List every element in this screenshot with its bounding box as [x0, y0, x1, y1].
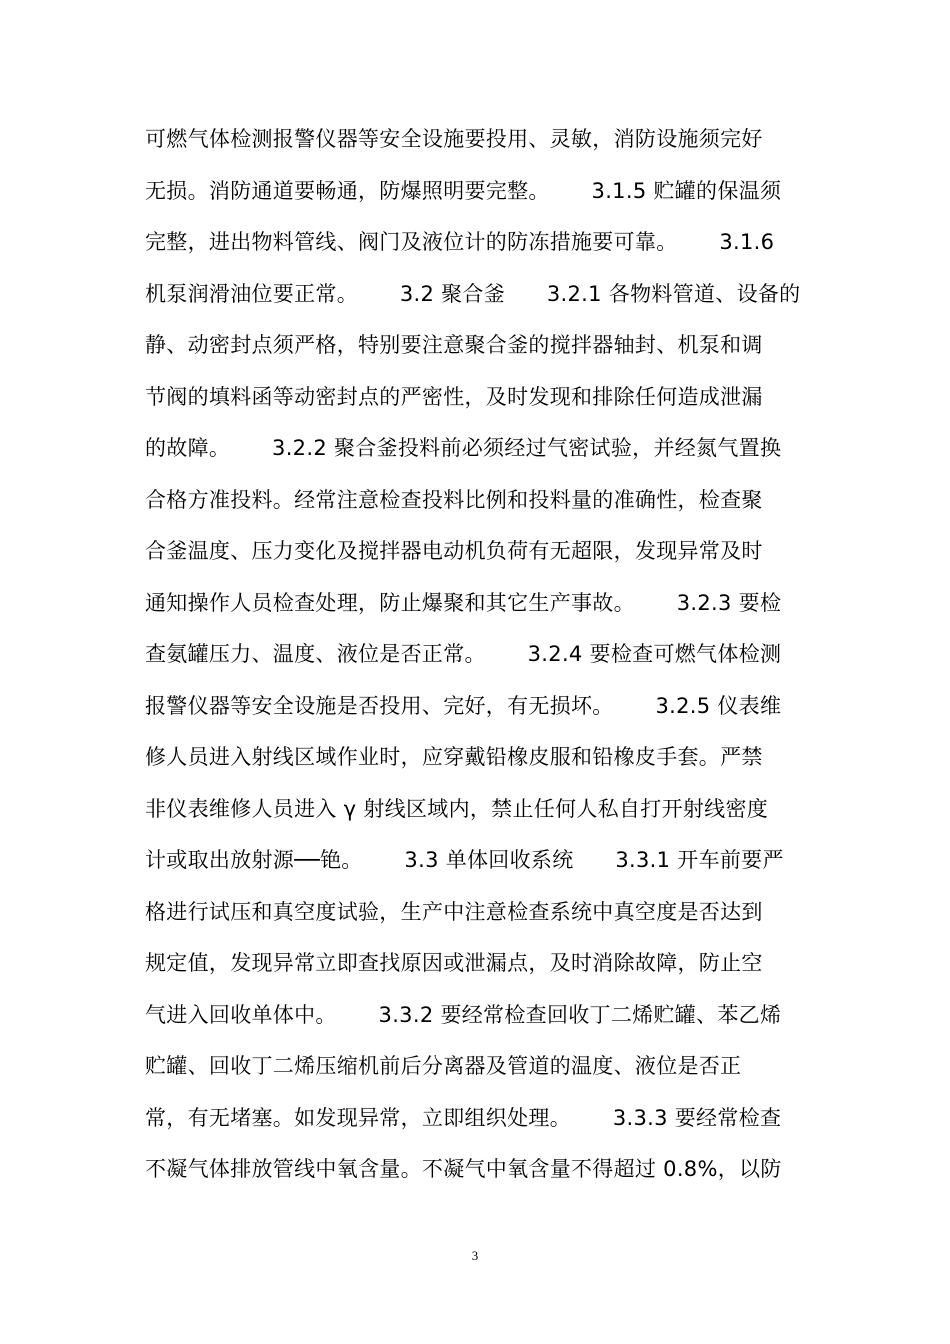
- text-line-11: 查氨罐压力、温度、液位是否正常。 3.2.4 要检查可燃气体检测: [145, 642, 782, 666]
- text-line-15: 计或取出放射源──铯。 3.3 单体回收系统 3.3.1 开车前要严: [145, 848, 784, 872]
- text-line-8: 合格方准投料。经常注意检查投料比例和投料量的准确性，检查聚: [145, 487, 763, 512]
- text-line-2: 无损。消防通道要畅通，防爆照明要完整。 3.1.5 贮罐的保温须: [145, 178, 782, 203]
- text-line-13: 修人员进入射线区域作业时，应穿戴铅橡皮服和铅橡皮手套。严禁: [145, 745, 763, 769]
- text-line-21: 不凝气体排放管线中氧含量。不凝气中氧含量不得超过 0.8%，以防: [145, 1157, 782, 1181]
- text-line-16: 格进行试压和真空度试验，生产中注意检查系统中真空度是否达到: [145, 899, 763, 924]
- text-line-19: 贮罐、回收丁二烯压缩机前后分离器及管道的温度、液位是否正: [145, 1054, 742, 1078]
- text-line-5: 静、动密封点须严格，特别要注意聚合釜的搅拌器轴封、机泵和调: [145, 333, 763, 357]
- text-line-6: 节阀的填料函等动密封点的严密性，及时发现和排除任何造成泄漏: [145, 384, 763, 409]
- text-line-9: 合釜温度、压力变化及搅拌器电动机负荷有无超限，发现异常及时: [145, 539, 763, 563]
- page-number: 3: [471, 1248, 479, 1263]
- text-line-7: 的故障。 3.2.2 聚合釜投料前必须经过气密试验，并经氮气置换: [145, 436, 782, 460]
- text-line-17: 规定值，发现异常立即查找原因或泄漏点，及时消除故障，防止空: [145, 951, 763, 975]
- text-line-4: 机泵润滑油位要正常。 3.2 聚合釜 3.2.1 各物料管道、设备的: [145, 281, 801, 306]
- text-line-14: 非仪表维修人员进入 γ 射线区域内，禁止任何人私自打开射线密度: [145, 796, 769, 821]
- body-text: [145, 114, 825, 1196]
- text-line-3: 完整，进出物料管线、阀门及液位计的防冻措施要可靠。 3.1.6: [145, 230, 775, 254]
- text-line-10: 通知操作人员检查处理，防止爆聚和其它生产事故。 3.2.3 要检: [145, 590, 782, 615]
- text-line-1: 可燃气体检测报警仪器等安全设施要投用、灵敏，消防设施须完好: [145, 127, 763, 151]
- text-line-12: 报警仪器等安全设施是否投用、完好，有无损坏。 3.2.5 仪表维: [145, 693, 782, 718]
- text-line-20: 常，有无堵塞。如发现异常，立即组织处理。 3.3.3 要经常检查: [145, 1105, 782, 1130]
- text-line-18: 气进入回收单体中。 3.3.2 要经常检查回收丁二烯贮罐、苯乙烯: [145, 1002, 782, 1027]
